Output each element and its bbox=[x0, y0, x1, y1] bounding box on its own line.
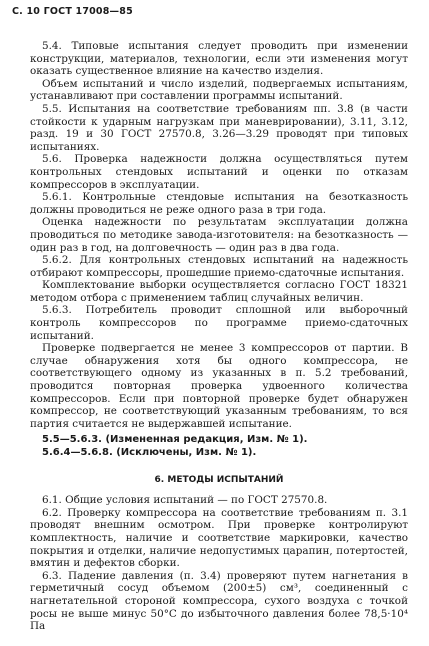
document-body bbox=[30, 40, 408, 633]
paragraph: 5.5. Испытания на соответствие требованиям пп. 3.8 (в части стойкости к ударным нагрузкам при маневрировании), 3.11, 3.12, разд. 19 и 30 ГОСТ 27570.8, 3.26—3.29 проводят при типовых испытаниях. bbox=[30, 102, 408, 153]
paragraph: 5.4. Типовые испытания следует проводить при изменении конструкции, материалов, технологии, если эти изменения могут оказать существенное влияние на качество изделия. bbox=[30, 40, 408, 78]
paragraph: Оценка надежности по результатам эксплуатации должна проводиться по методике завода-изготовителя: на безотказность — один раз в год, на долговечность — один раз в два года. bbox=[30, 216, 408, 254]
paragraph: 5.6.1. Контрольные стендовые испытания на безотказность должны проводиться не реже одного раза в три года. bbox=[30, 191, 408, 216]
paragraph: 6.3. Падение давления (п. 3.4) проверяют путем нагнетания в герметичный сосуд объемом (200±5) см³, соединенный с нагнетательной стороной компрессора, сухого воздуха с точкой росы не выше минус 50°С до избыточного давления более 78,5·10⁴ Па bbox=[30, 569, 408, 633]
section-title: 6. МЕТОДЫ ИСПЫТАНИЙ bbox=[154, 474, 284, 485]
paragraph: 6.1. Общие условия испытаний — по ГОСТ 27570.8. bbox=[42, 494, 328, 507]
paragraph: 5.6.2. Для контрольных стендовых испытаний на надежность отбирают компрессоры, прошедшие приемо-сдаточные испытания. bbox=[30, 254, 408, 279]
paragraph: Комплектование выборки осуществляется согласно ГОСТ 18321 методом отбора с применением таблиц случайных величин. bbox=[30, 279, 408, 304]
page-header: С. 10 ГОСТ 17008—85 bbox=[12, 6, 133, 17]
paragraph: 6.2. Проверку компрессора на соответствие требованиям п. 3.1 проводят внешним осмотром. При проверке контролируют комплектность, наличие и соответствие маркировки, качество покрытия и отделки, наличие недопустимых царапин, потертостей, вмятин и дефектов сборки. bbox=[30, 506, 408, 570]
amendment-note: 5.5—5.6.3. (Измененная редакция, Изм. № 1). bbox=[42, 434, 308, 446]
amendment-note: 5.6.4—5.6.8. (Исключены, Изм. № 1). bbox=[42, 447, 257, 458]
paragraph: 5.6. Проверка надежности должна осуществляться путем контрольных стендовых испытаний и оценки по отказам компрессоров в эксплуатации. bbox=[30, 153, 408, 191]
paragraph: 5.6.3. Потребитель проводит сплошной или выборочный контроль компрессоров по программе приемо-сдаточных испытаний. bbox=[30, 304, 408, 342]
paragraph: Объем испытаний и число изделий, подвергаемых испытаниям, устанавливают при составлении программы испытаний. bbox=[30, 77, 408, 103]
paragraph: Проверке подвергается не менее 3 компрессоров от партии. В случае обнаружения хотя бы одного компрессора, не соответствующего одному из указанных в п. 5.2 требований, проводится повторная проверка удвоенного количества компрессоров. Если при повторной проверке будет обнаружен компрессор, не соответствующий указанным требованиям, то вся партия считается не выдержавшей испытание. bbox=[30, 342, 408, 430]
